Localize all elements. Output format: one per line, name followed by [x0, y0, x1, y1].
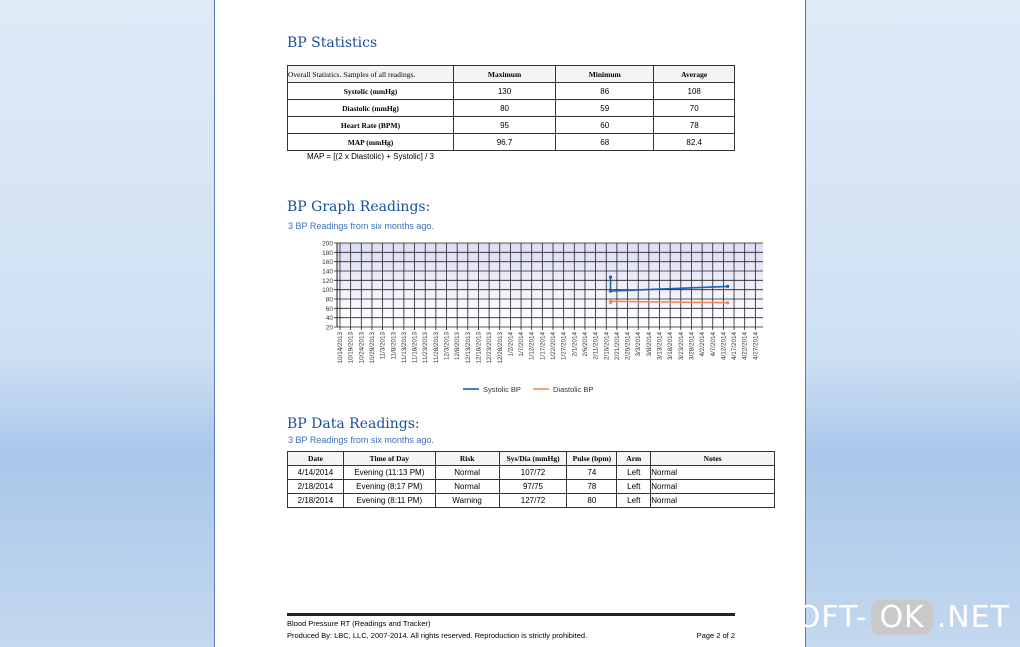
graph-title: BP Graph Readings:: [287, 199, 431, 215]
data-point: [609, 289, 612, 292]
x-tick-label: 1/2/2014: [507, 332, 515, 357]
readings-cell: Evening (11:13 PM): [343, 466, 435, 480]
readings-cell: Left: [617, 480, 651, 494]
stats-row: [288, 83, 735, 100]
readings-table: [287, 451, 775, 508]
readings-cell: 80: [567, 494, 617, 508]
x-tick-label: 2/11/2014: [592, 332, 600, 360]
readings-cell: 127/72: [499, 494, 567, 508]
x-tick-label: 4/12/2014: [720, 332, 728, 361]
y-tick-label: 40: [325, 315, 333, 323]
stats-cell: 96.7: [454, 134, 556, 151]
x-tick-label: 3/3/2014: [635, 332, 643, 357]
x-tick-label: 11/18/2013: [411, 332, 419, 364]
readings-cell: Left: [617, 494, 651, 508]
data-point: [726, 301, 729, 304]
stats-row: [288, 117, 735, 134]
readings-cell: Left: [617, 466, 651, 480]
stats-cell: 108: [654, 83, 735, 100]
x-tick-label: 10/29/2013: [368, 332, 376, 364]
x-tick-label: 12/23/2013: [486, 332, 494, 364]
footer-app: Blood Pressure RT (Readings and Tracker): [287, 619, 431, 628]
stats-header: Maximum: [454, 66, 556, 83]
stats-row-label: Systolic (mmHg): [288, 83, 454, 100]
x-tick-label: 4/17/2014: [731, 332, 739, 361]
y-tick-label: 60: [325, 305, 333, 313]
bp-chart: [301, 236, 781, 400]
readings-cell: Evening (8:17 PM): [343, 480, 435, 494]
x-tick-label: 11/13/2013: [400, 332, 408, 364]
y-tick-label: 100: [322, 287, 333, 295]
readings-cell: 4/14/2014: [288, 466, 344, 480]
x-tick-label: 11/28/2013: [432, 332, 440, 364]
readings-cell: 107/72: [499, 466, 567, 480]
readings-cell: 2/18/2014: [288, 494, 344, 508]
x-tick-label: 1/12/2014: [528, 332, 536, 361]
x-tick-label: 11/23/2013: [422, 332, 430, 364]
x-tick-label: 2/1/2014: [571, 332, 579, 357]
x-tick-label: 12/3/2013: [443, 332, 451, 361]
stats-cell: 95: [454, 117, 556, 134]
footer-copyright: Produced By: LBC, LLC, 2007-2014. All rights reserved. Reproduction is strictly prohibited.: [287, 631, 588, 640]
readings-cell: 74: [567, 466, 617, 480]
readings-cell: Normal: [651, 466, 775, 480]
footer: [287, 613, 735, 640]
readings-header: Date: [288, 452, 344, 466]
readings-header: Arm: [617, 452, 651, 466]
report-page: [214, 0, 806, 647]
stats-cell: 60: [556, 117, 654, 134]
readings-cell: 2/18/2014: [288, 480, 344, 494]
readings-cell: Evening (8:11 PM): [343, 494, 435, 508]
x-tick-label: 11/3/2013: [379, 332, 387, 360]
readings-cell: Normal: [435, 466, 499, 480]
y-tick-label: 120: [322, 277, 333, 285]
x-tick-label: 2/6/2014: [581, 332, 589, 357]
x-tick-label: 12/13/2013: [464, 332, 472, 364]
stats-cell: 68: [556, 134, 654, 151]
x-tick-label: 2/16/2014: [603, 332, 611, 361]
stats-cell: 70: [654, 100, 735, 117]
x-tick-label: 4/7/2014: [709, 332, 717, 357]
x-tick-label: 4/22/2014: [741, 332, 749, 361]
y-tick-label: 140: [322, 268, 333, 276]
data-point: [609, 300, 612, 303]
x-tick-label: 1/7/2014: [518, 332, 526, 357]
table-row: [288, 494, 775, 508]
stats-cell: 130: [454, 83, 556, 100]
x-tick-label: 10/14/2013: [337, 332, 344, 364]
readings-cell: Warning: [435, 494, 499, 508]
graph-subtitle: 3 BP Readings from six months ago.: [288, 221, 434, 231]
data-point: [609, 275, 612, 278]
x-tick-label: 3/23/2014: [677, 332, 685, 361]
table-row: [288, 466, 775, 480]
stats-cell: 86: [556, 83, 654, 100]
stats-row: [288, 100, 735, 117]
watermark-logo: SOFT- OK .NET: [776, 600, 1010, 635]
readings-cell: Normal: [651, 480, 775, 494]
x-tick-label: 11/8/2013: [390, 332, 398, 360]
x-tick-label: 3/28/2014: [688, 332, 696, 361]
x-tick-label: 4/2/2014: [699, 332, 707, 357]
data-title: BP Data Readings:: [287, 416, 420, 432]
x-tick-label: 1/17/2014: [539, 332, 547, 361]
table-row: [288, 480, 775, 494]
stats-cell: 80: [454, 100, 556, 117]
x-tick-label: 3/8/2014: [645, 332, 653, 357]
stats-header: Average: [654, 66, 735, 83]
readings-cell: 97/75: [499, 480, 567, 494]
readings-cell: 78: [567, 480, 617, 494]
y-tick-label: 160: [322, 259, 333, 267]
x-tick-label: 2/26/2014: [624, 332, 632, 361]
x-tick-label: 12/18/2013: [475, 332, 483, 364]
plot-area: [337, 243, 763, 327]
x-tick-label: 2/21/2014: [613, 332, 621, 361]
x-tick-label: 12/8/2013: [454, 332, 462, 361]
x-tick-label: 3/18/2014: [667, 332, 675, 361]
readings-header: Time of Day: [343, 452, 435, 466]
readings-header: Pulse (bpm): [567, 452, 617, 466]
data-subtitle: 3 BP Readings from six months ago.: [288, 435, 434, 445]
x-tick-label: 10/19/2013: [347, 332, 355, 364]
x-tick-label: 12/28/2013: [496, 332, 504, 364]
stats-cell: 82.4: [654, 134, 735, 151]
map-formula: MAP = [(2 x Diastolic) + Systolic] / 3: [307, 152, 435, 161]
readings-cell: Normal: [435, 480, 499, 494]
y-tick-label: 200: [322, 240, 333, 248]
data-point: [726, 285, 729, 288]
y-tick-label: 20: [325, 324, 333, 332]
stats-header: Minimum: [556, 66, 654, 83]
stats-title: BP Statistics: [287, 35, 378, 51]
readings-cell: Normal: [651, 494, 775, 508]
footer-page-number: Page 2 of 2: [696, 631, 735, 640]
stats-row: [288, 134, 735, 151]
readings-header: Sys/Dia (mmHg): [499, 452, 567, 466]
x-tick-label: 1/22/2014: [550, 332, 557, 361]
x-tick-label: 10/24/2013: [358, 332, 366, 364]
y-tick-label: 180: [322, 249, 333, 257]
legend-label: Diastolic BP: [553, 385, 594, 394]
stats-table: [287, 65, 735, 151]
y-tick-label: 80: [325, 296, 333, 304]
stats-row-label: MAP (mmHg): [288, 134, 454, 151]
x-tick-label: 3/13/2014: [656, 332, 664, 361]
stats-row-label: Heart Rate (BPM): [288, 117, 454, 134]
x-tick-label: 4/27/2014: [752, 332, 760, 361]
readings-header: Risk: [435, 452, 499, 466]
stats-cell: 59: [556, 100, 654, 117]
x-tick-label: 1/27/2014: [560, 332, 568, 361]
legend-label: Systolic BP: [483, 385, 521, 394]
stats-row-label: Diastolic (mmHg): [288, 100, 454, 117]
stats-cell: 78: [654, 117, 735, 134]
readings-header: Notes: [651, 452, 775, 466]
stats-header: Overall Statistics. Samples of all readings.: [288, 66, 454, 83]
